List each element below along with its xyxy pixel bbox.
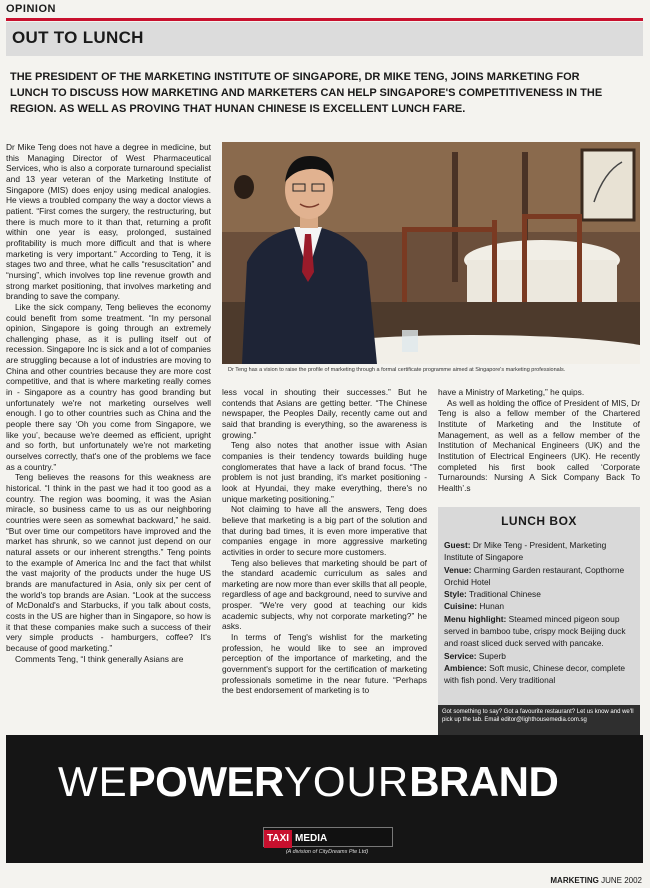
contact-note: Got something to say? Got a favourite restaurant? Let us know and we'll pick up the tab. Email editor@lighthousemedia.com.sg <box>442 709 634 723</box>
lunch-box-panel <box>438 507 640 755</box>
paragraph: Comments Teng, “I think generally Asians are <box>15 653 184 664</box>
paragraph: Teng also notes that another issue with Asian companies is their tendency towards building huge conglomerates that have a lack of brand focus. “The problem is not just branding, it's market positioning - look at Hyundai, they make everything, there's no unique marketing positioning.” <box>222 440 427 504</box>
magazine-name: MARKETING <box>550 876 599 885</box>
paragraph: Teng believes the reasons for this weakness are historical. “I think in the past we had it too good as a country. The region was booming, it was the Asian miracle, so business came to us as our neighboring countries were seen as somewhat backward,” he said. “But over time our competitors have improved and the market has shrunk, so we cannot just depend on our natural assets or our inherent strengths.” Teng points to the example of America Inc and the fact that whilst the vast majority of the products under the huge US brands are manufactured in Asia, only six per cent of the world's top brands are Asian. “Look at the success of McDonald's and Starbucks, if you talk about costs, costs in the US are higher than in Singapore, so how is it that these companies make such a success of their very simple products - hamburgers, coffee? It's because of good marketing.” <box>6 472 211 653</box>
item-value: Dr Mike Teng - President, Marketing Institute of Singapore <box>444 540 607 563</box>
lunch-box-details <box>444 539 636 687</box>
section-label: OPINION <box>6 3 56 15</box>
item-label: Service: <box>444 650 477 661</box>
item-value: Charming Garden restaurant, Copthorne Orchid Hotel <box>444 564 625 587</box>
article-column-1 <box>6 142 211 664</box>
lunch-box-item <box>444 662 636 687</box>
ad-slogan-word: YOUR <box>283 758 410 805</box>
lunch-box-item <box>444 650 636 662</box>
title-bar <box>6 22 643 56</box>
lunch-box-item <box>444 564 636 589</box>
top-divider <box>6 18 643 21</box>
logo-subtitle: (A division of CityDreams Pte Ltd) <box>285 849 369 855</box>
article-title: OUT TO LUNCH <box>12 28 144 47</box>
lunch-box-item <box>444 613 636 650</box>
paragraph: less vocal in shouting their successes.” But he contends that Asians are getting better. “The Chinese newspaper, the Peoples Daily, recently came out and said that branding is everything, so the awareness is growing.” <box>222 387 427 440</box>
item-label: Cuisine: <box>444 601 478 612</box>
paragraph: Dr Mike Teng does not have a degree in medicine, but this Managing Director of West Pharmaceutical Services, who is also a corporate turnaround specialist and 13 year veteran of the Marketing Institute of Singapore (MIS) does enjoy using medical analogies. He views a troubled company the way a doctor views a patient. “First comes the surgery, the restructuring, but there is much more to it than that, returning a profit within one year is easy, prolonged, sustained profitability is much more difficult and that is where marketing is very important.” According to Teng, it is stages two and three, what he calls “resuscitation” and “nursing”, which involves top line revenue growth and strong market positioning, that involves marketing and branding to save the company. <box>6 142 211 302</box>
standfirst: THE PRESIDENT OF THE MARKETING INSTITUTE OF SINGAPORE, DR MIKE TENG, JOINS MARKETING FOR LUNCH TO DISCUSS HOW MARKETING AND MARKETERS CAN HELP SINGAPORE'S COMPETITIVENESS IN THE REGION. AS WELL AS PROVING THAT HUNAN CHINESE IS EXCELLENT LUNCH FARE. <box>10 71 603 115</box>
item-label: Menu highlight: <box>444 613 507 624</box>
article-column-2 <box>222 387 427 696</box>
item-label: Guest: <box>444 540 471 550</box>
advertisement-banner <box>6 735 643 863</box>
taxi-media-logo <box>263 827 393 847</box>
lunch-box-item <box>444 600 636 612</box>
item-label: Style: <box>444 589 467 600</box>
item-value: Steamed minced pigeon soup served in bamboo tube, crispy mock Beijing duck and roast sliced duck served with pancake. <box>444 613 626 649</box>
paragraph: As well as holding the office of President of MIS, Dr Teng is also a fellow member of the Chartered Institute of Marketing and the Institute of Management, as well as a fellow member of the Institution of Mechanical Engineers (UK) and the Institution of Electrical Engineers (UK). He recently completed his first book called ‘Corporate Turnarounds: Nursing A Sick Company Back To Health’.s <box>438 397 640 493</box>
restaurant-photo-illustration <box>222 142 640 364</box>
ad-slogan-word: WE <box>58 758 128 805</box>
ad-slogan <box>58 758 558 806</box>
lunch-box-item <box>444 588 636 600</box>
item-value: Hunan <box>479 601 505 612</box>
item-value: Traditional Chinese <box>469 589 541 600</box>
logo-text: TAXI <box>264 830 292 848</box>
ad-slogan-word: POWER <box>127 758 284 805</box>
item-value: Superb <box>478 650 506 661</box>
paragraph: have a Ministry of Marketing,” he quips. <box>438 387 585 397</box>
article-photo <box>222 142 640 364</box>
item-value: Soft music, Chinese decor, complete with fish pond. Very traditional <box>444 662 626 686</box>
item-label: Ambience: <box>444 662 487 673</box>
photo-caption: Dr Teng has a vision to raise the profile of marketing through a formal certificate programme aimed at Singapore's marketing professionals. <box>228 367 566 373</box>
paragraph: Not claiming to have all the answers, Teng does believe that marketing is a big part of the solution and that during bad times, it is even more imperative that companies engage in more aggressive marketing activities in order to secure more customers. <box>222 504 427 557</box>
paragraph: In terms of Teng's wishlist for the marketing profession, he would like to see an improved perception of the importance of marketing, and the government's support for the certification of marketing professionals sometime in the near future. “Perhaps the best endorsement of marketing is to <box>222 632 427 696</box>
ad-slogan-word: BRAND <box>409 758 559 805</box>
page-footer <box>550 876 642 885</box>
issue-date: JUNE 2002 <box>601 876 642 885</box>
paragraph: Like the sick company, Teng believes the economy could benefit from some treatment. “In my personal opinion, Singapore is going through an extremely challenging phase, as it is pulling itself out of recession. Singapore Inc is sick and a lot of companies are struggling because a lot of industries are moving to China and other countries because they are more cost competitive, and that is where marketing really comes in - Singapore as a country has good branding but unfortunately we're not marketing ourselves well enough. I go to other countries such as China and the people there say ‘Oh you come from Singapore, we like you’, because we're deemed as efficient, upright and so forth, but unfortunately we're not marketing ourselves correctly, that's one of the problems we face as a country.” <box>6 301 211 472</box>
article-column-3 <box>438 387 640 494</box>
logo-text: MEDIA <box>295 833 328 844</box>
item-label: Venue: <box>444 564 472 575</box>
lunch-box-item <box>444 539 636 564</box>
paragraph: Teng also believes that marketing should be part of the standard academic curriculum as sales and marketing are now more than ever skills that all people, regardless of age and background, need to survive and prosper. “We're very good at teaching our kids academic subjects, why not corporate marketing?” he asks. <box>222 557 427 632</box>
lunch-box-title: LUNCH BOX <box>501 514 577 528</box>
